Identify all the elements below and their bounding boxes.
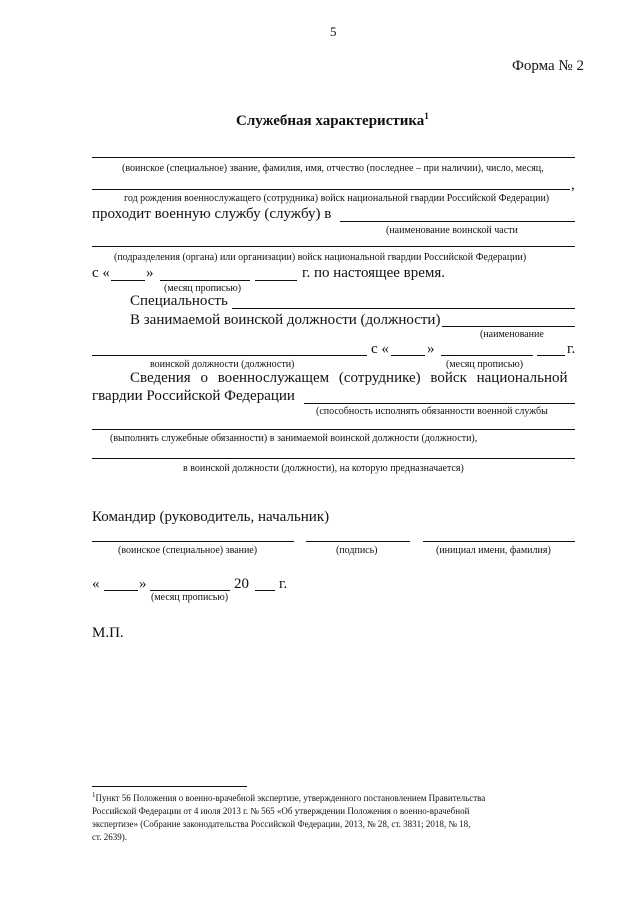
caption-ability: (способность исполнять обязанности военной службы [316, 406, 548, 417]
caption-duties: (выполнять служебные обязанности) в занимаемой воинской должности (должности), [110, 433, 478, 444]
position-year-line[interactable] [537, 355, 565, 356]
date-month-line[interactable] [150, 590, 230, 591]
info-line-2: гвардии Российской Федерации [92, 388, 295, 404]
footnote-line-4: ст. 2639). [92, 832, 127, 842]
since-year-suffix: г. по настоящее время. [302, 265, 446, 281]
date-year: 20 [234, 576, 249, 592]
current-position-label: В занимаемой воинской должности (должности) [130, 312, 441, 328]
subdivision-line[interactable] [92, 246, 575, 247]
caption-month-words-2: (месяц прописью) [446, 359, 524, 370]
date-open: « [92, 576, 100, 592]
title-footnote-mark: 1 [424, 111, 429, 121]
date-day-line[interactable] [104, 590, 138, 591]
footnote-line-1: $^1$Пункт 56 Положения о военно-врачебной экспертизе, утвержденного постановлением Правительства [92, 791, 486, 803]
birth-year-line[interactable] [92, 189, 570, 190]
footnote-separator [92, 786, 247, 787]
position-year-g: г. [567, 341, 576, 357]
intended-line[interactable] [92, 458, 575, 459]
caption-initials: (инициал имени, фамилия) [436, 545, 551, 556]
footnote-line-2: Российской Федерации от 4 июля 2013 г. № 565 «Об утверждении Положения о военно-врачебной [92, 806, 470, 816]
commander-label: Командир (руководитель, начальник) [92, 509, 330, 525]
footnote-line-3: экспертизе» (Собрание законодательства Российской Федерации, 2013, № 28, ст. 3831; 2018, № 18, [92, 819, 471, 829]
trailing-comma: , [571, 177, 575, 193]
position-since-prefix: с « [371, 341, 389, 357]
stamp-label: М.П. [92, 625, 124, 641]
caption-unit-name: (наименование воинской части [386, 225, 518, 236]
since-prefix: с « [92, 265, 110, 281]
since-month-line[interactable] [160, 280, 250, 281]
date-g: г. [279, 576, 288, 592]
caption-month-words-3: (месяц прописью) [151, 592, 229, 603]
caption-signature: (подпись) [336, 545, 378, 556]
position-month-line[interactable] [441, 355, 533, 356]
duties-line[interactable] [92, 429, 575, 430]
position-line[interactable] [92, 355, 367, 356]
ability-line[interactable] [304, 403, 575, 404]
position-since-close: » [427, 341, 435, 357]
caption-subdivision: (подразделения (органа) или организации) войск национальной гвардии Российской Федерации) [114, 252, 527, 263]
specialty-label: Специальность [130, 293, 228, 309]
since-quote-close: » [146, 265, 154, 281]
signature-line[interactable] [306, 541, 410, 542]
specialty-line[interactable] [232, 308, 575, 309]
caption-intended: в воинской должности (должности), на которую предназначается) [183, 463, 464, 474]
caption-sig-rank: (воинское (специальное) звание) [118, 545, 258, 556]
footnote [92, 789, 575, 844]
document-title [236, 111, 429, 130]
initials-line[interactable] [423, 541, 575, 542]
caption-position: воинской должности (должности) [150, 359, 295, 370]
caption-rank-name: (воинское (специальное) звание, фамилия, имя, отчество (последнее – при наличии), число, месяц, [122, 163, 544, 174]
position-name-line[interactable] [442, 326, 575, 327]
position-day-line[interactable] [391, 355, 425, 356]
rank-name-line[interactable] [92, 157, 575, 158]
caption-birth-year: год рождения военнослужащего (сотрудника) войск национальной гвардии Российской Федерации) [124, 193, 550, 204]
caption-month-words-1: (месяц прописью) [164, 283, 242, 294]
sig-rank-line[interactable] [92, 541, 294, 542]
form-label: Форма № 2 [512, 58, 584, 74]
page-number: 5 [330, 24, 337, 39]
since-year-line[interactable] [255, 280, 297, 281]
since-day-line[interactable] [111, 280, 145, 281]
date-year-line[interactable] [255, 590, 275, 591]
date-close: » [139, 576, 147, 592]
info-line-1: Сведения о военнослужащем (сотруднике) войск национальной [130, 370, 568, 386]
unit-line[interactable] [340, 221, 575, 222]
service-in-label: проходит военную службу (службу) в [92, 206, 332, 222]
footnote-mark: 1 [92, 791, 96, 799]
title-text: Служебная характеристика [236, 113, 425, 129]
caption-naming: (наименование [480, 329, 544, 340]
